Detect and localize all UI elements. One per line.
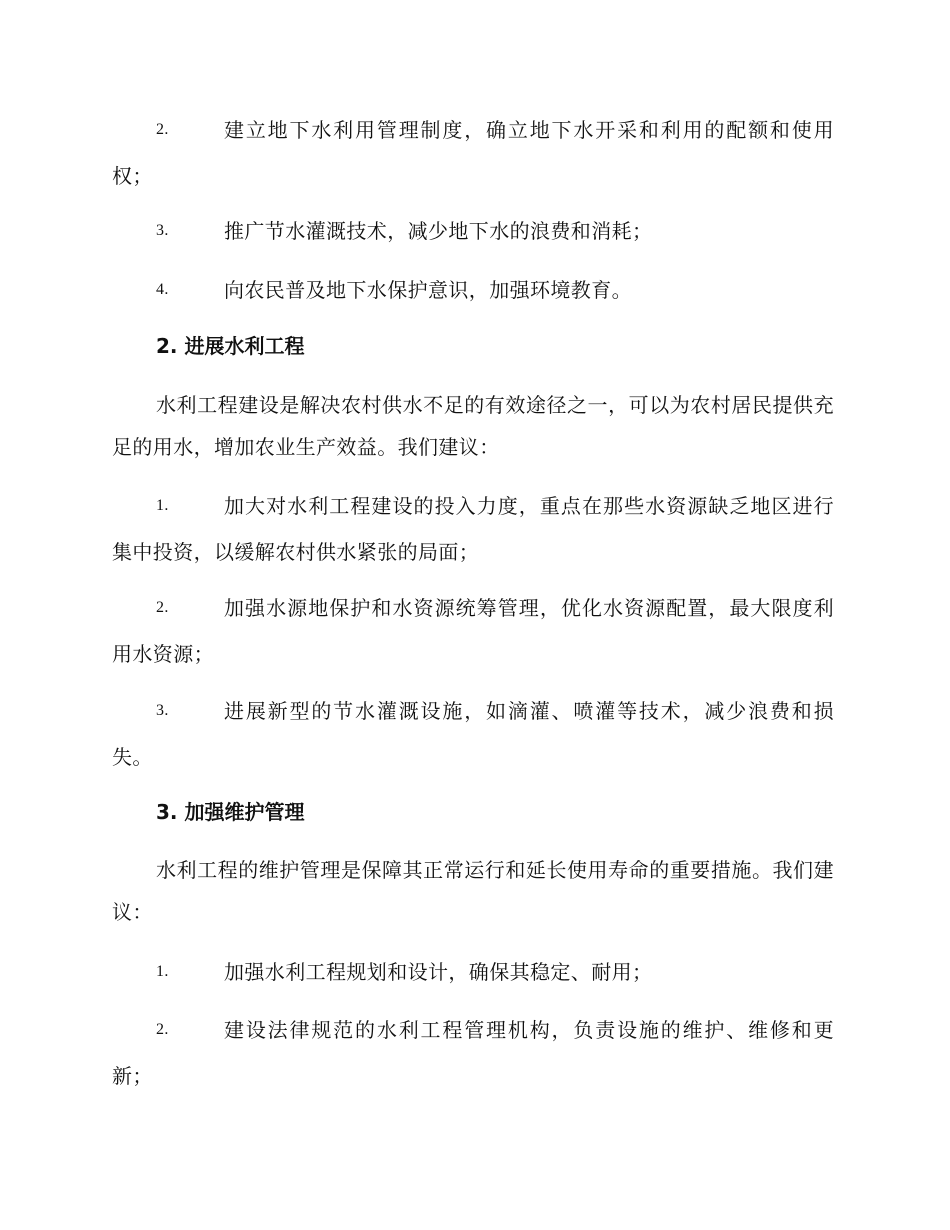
list-number: 1. (156, 963, 169, 980)
list-number: 2. (156, 121, 169, 138)
list-text: 向农民普及地下水保护意识，加强环境教育。 (224, 278, 632, 302)
list-text: 进展新型的节水灌溉设施，如滴灌、喷灌等技术，减少浪费和损失。 (112, 699, 834, 769)
list-number: 3. (156, 222, 169, 239)
list-item (112, 267, 834, 313)
list-item (112, 208, 834, 254)
list-number: 2. (156, 1021, 169, 1038)
list-item (112, 1007, 834, 1099)
list-number: 4. (156, 281, 169, 298)
list-text: 加强水利工程规划和设计，确保其稳定、耐用； (224, 960, 653, 984)
list-item (112, 688, 834, 780)
list-item (112, 949, 834, 995)
list-item (112, 483, 834, 575)
list-text: 加大对水利工程建设的投入力度，重点在那些水资源缺乏地区进行集中投资，以缓解农村供水紧张的局面； (112, 494, 834, 564)
list-number: 3. (156, 702, 169, 719)
list-item (112, 585, 834, 677)
list-text: 推广节水灌溉技术，减少地下水的浪费和消耗； (224, 219, 653, 243)
list-number: 2. (156, 599, 169, 616)
list-text: 加强水源地保护和水资源统筹管理，优化水资源配置，最大限度利用水资源； (112, 596, 834, 666)
list-item (112, 107, 834, 199)
section-heading: 2. 进展水利工程 (156, 334, 305, 358)
list-number: 1. (156, 497, 169, 514)
list-text: 建立地下水利用管理制度，确立地下水开采和利用的配额和使用权； (112, 118, 834, 188)
list-text: 建设法律规范的水利工程管理机构，负责设施的维护、维修和更新； (112, 1018, 834, 1088)
section-intro-paragraph: 水利工程建设是解决农村供水不足的有效途径之一，可以为农村居民提供充足的用水，增加农业生产效益。我们建议： (112, 393, 834, 459)
section-heading: 3. 加强维护管理 (156, 800, 305, 824)
section-intro-paragraph: 水利工程的维护管理是保障其正常运行和延长使用寿命的重要措施。我们建议： (112, 858, 834, 924)
